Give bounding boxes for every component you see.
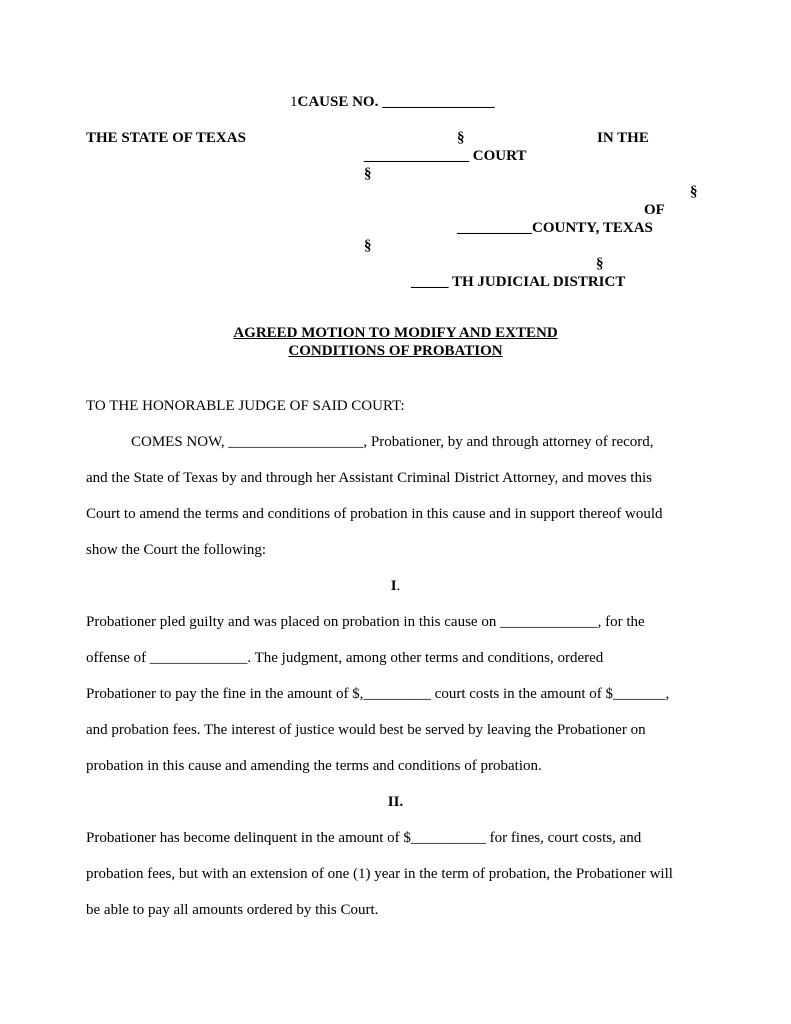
caption-county: __________COUNTY, TEXAS [457, 220, 653, 236]
section-symbol: § [364, 238, 372, 254]
cause-number: CAUSE NO. _______________ [297, 94, 495, 110]
section-symbol: § [596, 256, 604, 272]
document-title-line-2: CONDITIONS OF PROBATION [288, 343, 503, 359]
section-symbol: § [690, 184, 698, 200]
salutation: TO THE HONORABLE JUDGE OF SAID COURT: [86, 398, 405, 414]
section-heading-1-numeral: I [390, 578, 397, 594]
cause-number-line [290, 94, 495, 111]
section-2-line: probation fees, but with an extension of one (1) year in the term of probation, the Probationer will [86, 866, 673, 882]
intro-line: Court to amend the terms and conditions of probation in this cause and in support thereof would [86, 506, 663, 522]
caption-court: ______________ COURT [364, 148, 527, 164]
section-1-line: probation in this cause and amending the terms and conditions of probation. [86, 758, 542, 774]
section-heading-1-suffix: . [396, 578, 401, 594]
section-1-line: offense of _____________. The judgment, among other terms and conditions, ordered [86, 650, 604, 666]
section-1-line: Probationer to pay the fine in the amount of $,_________ court costs in the amount of $_______, [86, 686, 670, 702]
caption-left-party: THE STATE OF TEXAS [86, 130, 246, 146]
intro-line: COMES NOW, __________________, Probationer, by and through attorney of record, [131, 434, 654, 450]
section-heading-2: II. [387, 794, 404, 810]
section-1-line: and probation fees. The interest of justice would best be served by leaving the Probationer on [86, 722, 646, 738]
section-heading-1 [0, 578, 791, 595]
document-title-line-1: AGREED MOTION TO MODIFY AND EXTEND [233, 325, 558, 341]
section-2-line: Probationer has become delinquent in the amount of $__________ for fines, court costs, and [86, 830, 642, 846]
intro-line: and the State of Texas by and through her Assistant Criminal District Attorney, and moves this [86, 470, 652, 486]
section-1-line: Probationer pled guilty and was placed on probation in this cause on _____________, for the [86, 614, 645, 630]
caption-in-the: IN THE [597, 130, 649, 146]
section-symbol: § [364, 166, 372, 182]
caption-of: OF [644, 202, 665, 218]
footnote-marker: 1 [290, 94, 298, 110]
section-symbol: § [457, 130, 465, 146]
section-2-line: be able to pay all amounts ordered by this Court. [86, 902, 379, 918]
caption-judicial-district: _____ TH JUDICIAL DISTRICT [411, 274, 626, 290]
intro-line: show the Court the following: [86, 542, 266, 558]
